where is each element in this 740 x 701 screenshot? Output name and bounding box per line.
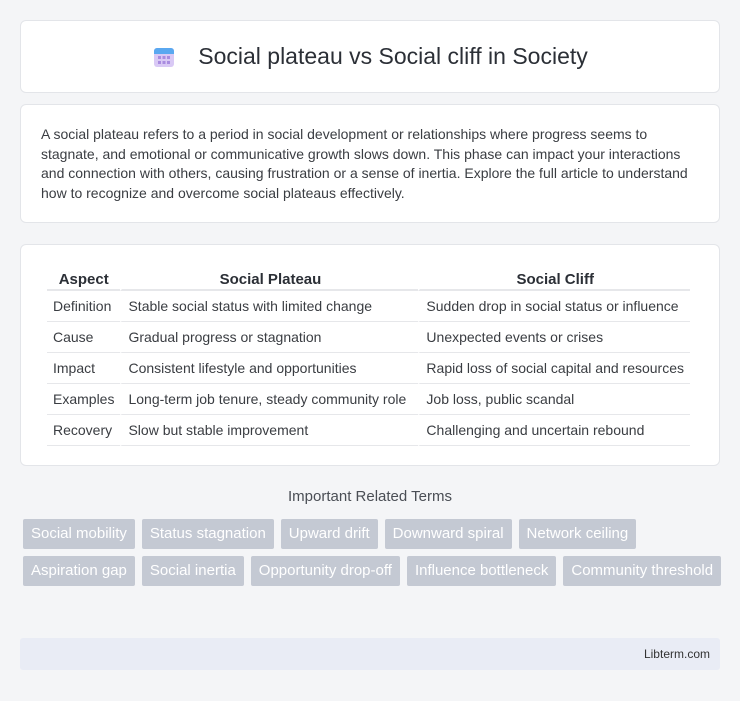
table-cell: Stable social status with limited change [120,291,418,322]
related-terms-list [23,519,723,586]
table-row [47,353,690,384]
table-cell: Long-term job tenure, steady community role [120,384,418,415]
table-row [47,415,690,446]
column-header-social-cliff: Social Cliff [418,265,690,291]
table-cell: Impact [47,353,120,384]
related-term-tag[interactable]: Opportunity drop-off [251,556,400,586]
table-cell: Job loss, public scandal [418,384,690,415]
table-cell: Cause [47,322,120,353]
table-cell: Challenging and uncertain rebound [418,415,690,446]
table-cell: Unexpected events or crises [418,322,690,353]
related-term-tag[interactable]: Social mobility [23,519,135,549]
table-cell: Recovery [47,415,120,446]
header-card [20,20,720,93]
table-row [47,384,690,415]
footer-site-link[interactable]: Libterm.com [643,647,710,661]
table-cell: Consistent lifestyle and opportunities [120,353,418,384]
table-row [47,322,690,353]
table-cell: Definition [47,291,120,322]
page-title: Social plateau vs Social cliff in Society [198,43,588,69]
related-term-tag[interactable]: Upward drift [281,519,378,549]
table-cell: Slow but stable improvement [120,415,418,446]
calendar-icon [152,45,176,69]
table-cell: Sudden drop in social status or influence [418,291,690,322]
table-cell: Rapid loss of social capital and resources [418,353,690,384]
table-cell: Examples [47,384,120,415]
column-header-social-plateau: Social Plateau [120,265,418,291]
column-header-aspect: Aspect [47,265,120,291]
table-header-row [47,265,690,291]
table-row [47,291,690,322]
related-term-tag[interactable]: Community threshold [563,556,721,586]
comparison-table [47,265,690,446]
table-cell: Gradual progress or stagnation [120,322,418,353]
related-terms-title: Important Related Terms [288,488,452,505]
related-term-tag[interactable]: Status stagnation [142,519,274,549]
related-term-tag[interactable]: Aspiration gap [23,556,135,586]
related-term-tag[interactable]: Influence bottleneck [407,556,556,586]
intro-card [20,104,720,223]
intro-paragraph: A social plateau refers to a period in social development or relationships where progress seems to stagnate, and emotional or communicative growth slows down. This phase can impact your interactions and connection with others, causing frustration or a sense of inertia. Explore the full article to understand how to recognize and overcome social plateaus effectively. [41,126,688,201]
footer [20,638,720,670]
related-term-tag[interactable]: Network ceiling [519,519,637,549]
related-term-tag[interactable]: Social inertia [142,556,244,586]
comparison-card [20,244,720,466]
related-term-tag[interactable]: Downward spiral [385,519,512,549]
